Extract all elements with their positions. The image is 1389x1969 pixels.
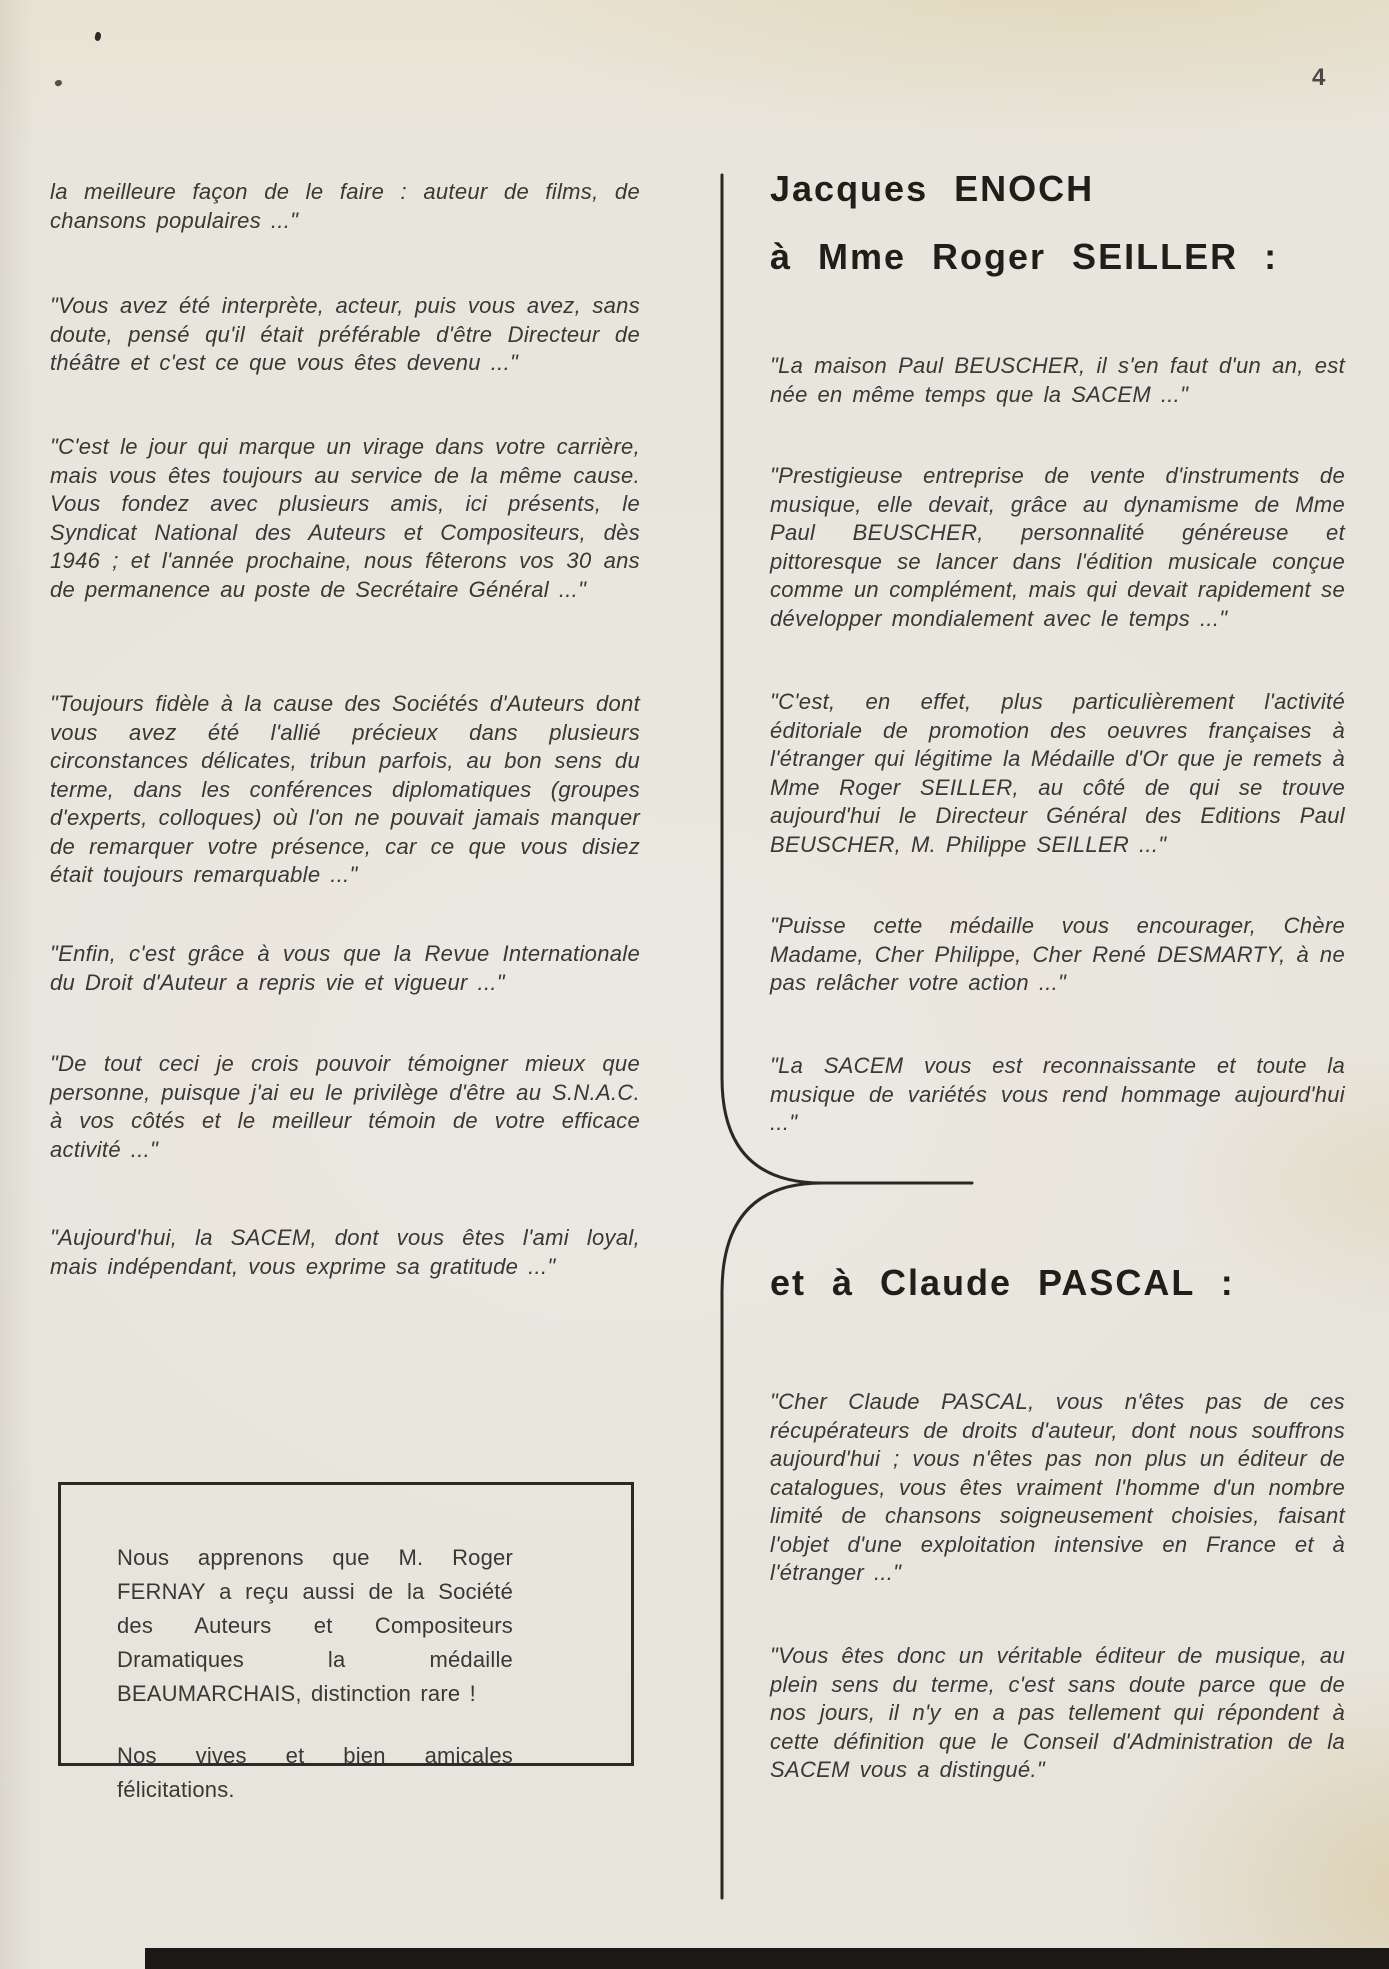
quote-paragraph: "Vous êtes donc un véritable éditeur de musique, au plein sens du terme, c'est sans doute parce que de nos jours, il n'y en a pas tellement qui répondent à cette définition que le Conseil d'Administration de la SACEM vous a distingué." [770, 1643, 1345, 1782]
quote-paragraph: "La SACEM vous est reconnaissante et toute la musique de variétés vous rend hommage aujourd'hui ..." [770, 1053, 1345, 1135]
quote-paragraph: "De tout ceci je crois pouvoir témoigner mieux que personne, puisque j'ai eu le privilège d'être au S.N.A.C. à vos côtés et le meilleur témoin de votre efficace activité ..." [50, 1051, 640, 1162]
page-number: 4 [1312, 64, 1326, 91]
notice-box [58, 1482, 634, 1802]
scan-edge-bar [145, 1948, 1389, 1969]
quote-paragraph: "Prestigieuse entreprise de vente d'instruments de musique, elle devait, grâce au dynamisme de Mme Paul BEUSCHER, personnalité généreuse et pittoresque se lancer dans l'édition musicale conçue comme un complément, mais qui devait rapidement se développer mondialement avec le temps ..." [770, 463, 1345, 631]
quote-paragraph: la meilleure façon de le faire : auteur de films, de chansons populaires ..." [50, 179, 640, 233]
quote-paragraph: "Puisse cette médaille vous encourager, Chère Madame, Cher Philippe, Cher René DESMARTY, à ne pas relâcher votre action ..." [770, 913, 1345, 995]
notice-paragraph: Nos vives et bien amicales félicitations. [117, 1743, 513, 1802]
quote-paragraph: "C'est le jour qui marque un virage dans votre carrière, mais vous êtes toujours au service de la même cause. Vous fondez avec plusieurs amis, ici présents, le Syndicat National des Auteurs et Compositeurs, dès 1946 ; et l'année prochaine, nous fêterons vos 30 ans de permanence au poste de Secrétaire Général ..." [50, 434, 640, 602]
notice-paragraph: Nous apprenons que M. Roger FERNAY a reçu aussi de la Société des Auteurs et Compositeurs Dramatiques la médaille BEAUMARCHAIS, distinction rare ! [117, 1545, 513, 1706]
ink-speck [54, 79, 63, 88]
section-heading-enoch-line1: Jacques ENOCH [770, 168, 1095, 209]
section-heading-enoch-line2: à Mme Roger SEILLER : [770, 236, 1279, 277]
ink-speck [94, 31, 102, 41]
quote-paragraph: "Enfin, c'est grâce à vous que la Revue Internationale du Droit d'Auteur a repris vie et vigueur ..." [50, 941, 640, 995]
quote-paragraph: "La maison Paul BEUSCHER, il s'en faut d'un an, est née en même temps que la SACEM ..." [770, 353, 1345, 407]
quote-paragraph: "C'est, en effet, plus particulièrement l'activité éditoriale de promotion des oeuvres françaises à l'étranger qui légitime la Médaille d'Or que je remets à Mme Roger SEILLER, au côté de qui se trouve aujourd'hui le Directeur Général des Editions Paul BEUSCHER, M. Philippe SEILLER ..." [770, 689, 1345, 857]
section-heading-pascal: et à Claude PASCAL : [770, 1262, 1235, 1303]
quote-paragraph: "Vous avez été interprète, acteur, puis vous avez, sans doute, pensé qu'il était préférable d'être Directeur de théâtre et c'est ce que vous êtes devenu ..." [50, 293, 640, 375]
quote-paragraph: "Toujours fidèle à la cause des Sociétés d'Auteurs dont vous avez été l'allié précieux dans plusieurs circonstances délicates, tribun parfois, au bon sens du terme, dans les conférences diplomatiques (groupes d'experts, colloques) où l'on ne pouvait jamais manquer de remarquer votre présence, car ce que vous disiez était toujours remarquable ..." [50, 691, 640, 887]
quote-paragraph: "Cher Claude PASCAL, vous n'êtes pas de ces récupérateurs de droits d'auteur, dont nous souffrons aujourd'hui ; vous n'êtes pas non plus un éditeur de catalogues, vous êtes vraiment l'homme d'un nombre limité de chansons soigneusement choisies, faisant l'objet d'une exploitation intensive en France et à l'étranger ..." [770, 1389, 1345, 1585]
notice-box-content [61, 1485, 631, 1807]
quote-paragraph: "Aujourd'hui, la SACEM, dont vous êtes l'ami loyal, mais indépendant, vous exprime sa gratitude ..." [50, 1225, 640, 1279]
